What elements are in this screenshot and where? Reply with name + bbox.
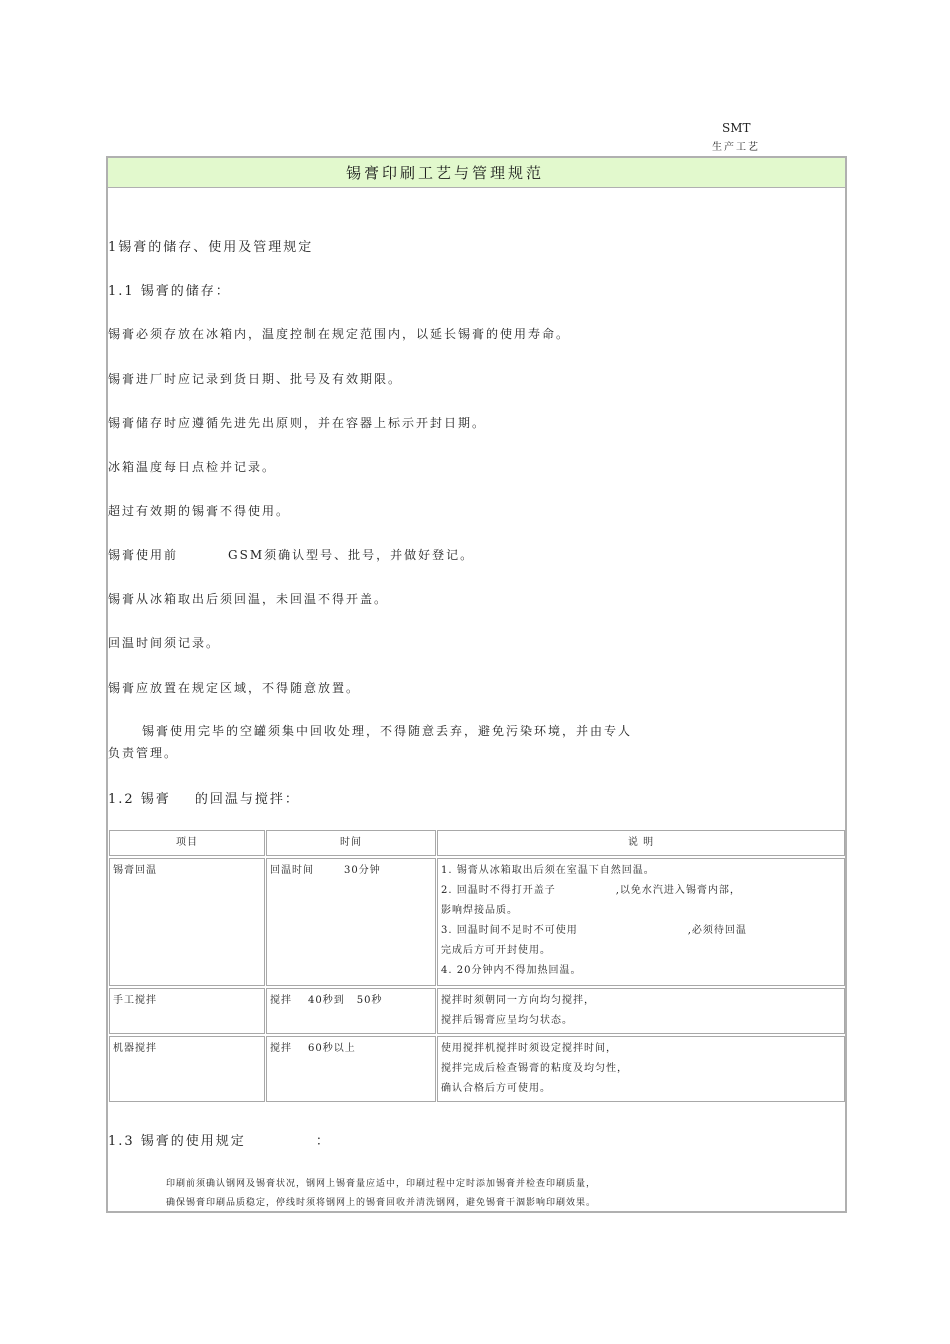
section-heading-1-3-part-b: ： [315, 1134, 331, 1149]
section-heading-1-2 [108, 788, 300, 807]
note-line: 确认合格后方可使用。 [441, 1083, 551, 1094]
section-heading-1-2-part-b: 的回温与搅拌： [194, 792, 300, 807]
document-frame [106, 156, 847, 1213]
section-heading-1-2-part-a: 1.2 锡膏 [108, 792, 171, 807]
paragraph-7: 锡膏从冰箱取出后须回温，未回温不得开盖。 [108, 592, 389, 606]
paragraph-3: 锡膏储存时应遵循先进先出原则，并在容器上标示开封日期。 [108, 416, 487, 430]
table-row-1-time-value: 30分钟 [344, 865, 381, 876]
table-row-2-item: 手工搅拌 [109, 988, 265, 1034]
footer-paragraph-line-1: 印刷前须确认钢网及锡膏状况，钢网上锡膏量应适中，印刷过程中定时添加锡膏并检查印刷质量， [166, 1179, 597, 1189]
table-row-2-notes [437, 988, 845, 1034]
footer-paragraph-line-2: 确保锡膏印刷品质稳定，停线时须将钢网上的锡膏回收并清洗钢网，避免锡膏干涸影响印刷效果。 [166, 1198, 597, 1208]
table-row-2-time-to: 50秒 [356, 995, 383, 1006]
paragraph-1: 锡膏必须存放在冰箱内，温度控制在规定范围内，以延长锡膏的使用寿命。 [108, 327, 571, 341]
table-row-3-time-value: 60秒以上 [308, 1043, 356, 1054]
note-line: 完成后方可开封使用。 [441, 945, 551, 956]
paragraph-2: 锡膏进厂时应记录到货日期、批号及有效期限。 [108, 372, 403, 386]
section-heading-1-3 [108, 1130, 331, 1149]
table-row-3-notes [437, 1036, 845, 1102]
paragraph-6-part-b: GSM [228, 548, 265, 562]
title-bar [108, 158, 845, 188]
table-row-3-time [266, 1036, 436, 1102]
note-line: 搅拌完成后检查锡膏的粘度及均匀性， [441, 1063, 628, 1074]
table-row-2-time-from: 40秒到 [308, 995, 345, 1006]
header-smt-label: SMT [722, 121, 751, 135]
table-row-1-item: 锡膏回温 [109, 858, 265, 986]
note-line: 4. 20分钟内不得加热回温。 [441, 965, 582, 976]
table-row-1-time-label: 回温时间 [270, 865, 314, 876]
paragraph-5: 超过有效期的锡膏不得使用。 [108, 504, 291, 518]
table-row-2-time [266, 988, 436, 1034]
paragraph-4: 冰箱温度每日点检并记录。 [108, 460, 277, 474]
paragraph-8: 回温时间须记录。 [108, 636, 221, 650]
header-sub-label: 生产工艺 [712, 142, 760, 153]
document-title: 锡膏印刷工艺与管理规范 [346, 164, 545, 182]
note-line: 搅拌时须朝同一方向均匀搅拌， [441, 995, 595, 1006]
paragraph-10-line-2: 负责管理。 [108, 746, 179, 760]
note-line: 2. 回温时不得打开盖子 ,以免水汽进入锡膏内部， [441, 885, 741, 896]
table-row-3-item: 机器搅拌 [109, 1036, 265, 1102]
paragraph-6 [108, 546, 474, 563]
section-heading-1-1: 1.1 锡膏的储存： [108, 284, 231, 299]
paragraph-9: 锡膏应放置在规定区域，不得随意放置。 [108, 681, 361, 695]
section-heading-1-3-part-a: 1.3 锡膏的使用规定 [108, 1134, 246, 1149]
section-heading-1: 1锡膏的储存、使用及管理规定 [108, 240, 314, 255]
note-line: 影响焊接品质。 [441, 905, 518, 916]
note-line: 3. 回温时间不足时不可使用 ,必须待回温 [441, 925, 747, 936]
table-header-notes: 说 明 [437, 830, 845, 856]
note-line: 搅拌后锡膏应呈均匀状态。 [441, 1015, 573, 1026]
table-row-2-time-label: 搅拌 [270, 995, 292, 1006]
table-header-time: 时间 [266, 830, 436, 856]
note-line: 使用搅拌机搅拌时须设定搅拌时间， [441, 1043, 617, 1054]
table-header-item: 项目 [109, 830, 265, 856]
table-row-1-notes [437, 858, 845, 986]
note-line: 1. 锡膏从冰箱取出后须在室温下自然回温。 [441, 865, 655, 876]
paragraph-6-part-a: 锡膏使用前 [108, 548, 179, 562]
table-row-1-time [266, 858, 436, 986]
paragraph-10-line-1: 锡膏使用完毕的空罐须集中回收处理，不得随意丢弃，避免污染环境，并由专人 [142, 724, 633, 738]
paragraph-6-part-c: 须确认型号、批号，并做好登记。 [264, 548, 475, 562]
table-row-3-time-label: 搅拌 [270, 1043, 292, 1054]
